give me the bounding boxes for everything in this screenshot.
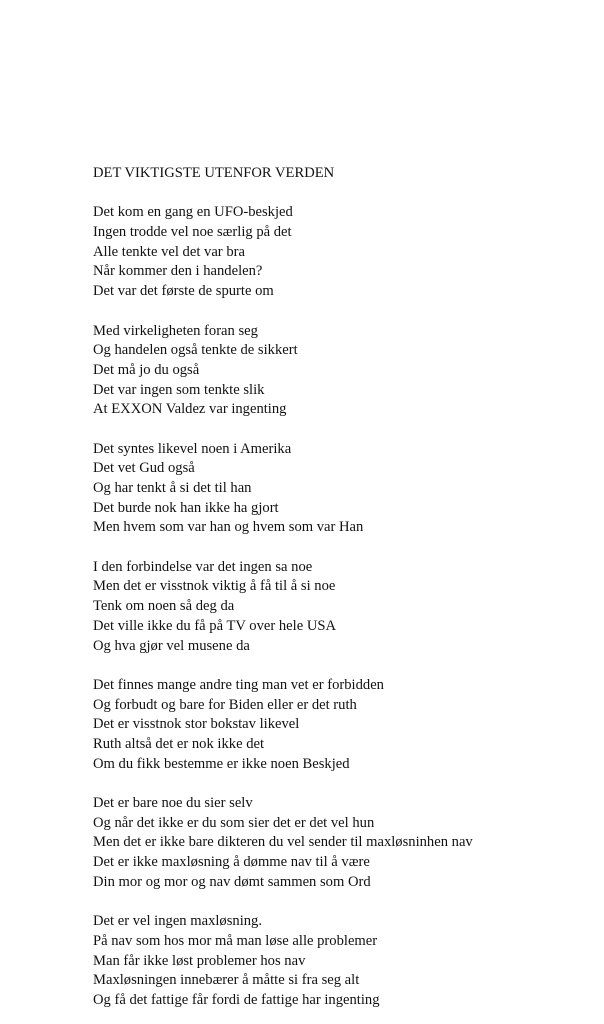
poem-line: Det burde nok han ikke ha gjort: [93, 499, 279, 516]
poem-line: Man får ikke løst problemer hos nav: [93, 952, 306, 969]
poem-line: Det ville ikke du få på TV over hele USA: [93, 617, 337, 634]
poem-line: I den forbindelse var det ingen sa noe: [93, 558, 313, 575]
poem-line: Og når det ikke er du som sier det er det vel hun: [93, 814, 375, 831]
stanza-3: [93, 440, 593, 538]
poem-line: Din mor og mor og nav dømt sammen som Ord: [93, 873, 371, 890]
poem-document: [93, 164, 593, 1011]
poem-line: At EXXON Valdez var ingenting: [93, 401, 287, 418]
poem-line: Det var det første de spurte om: [93, 283, 274, 300]
poem-line: Det er bare noe du sier selv: [93, 795, 253, 811]
poem-line: Ruth altså det er nok ikke det: [93, 735, 265, 752]
poem-line: Og forbudt og bare for Biden eller er det ruth: [93, 696, 357, 713]
stanza-6: [93, 794, 593, 892]
stanza-2: [93, 322, 593, 420]
poem-line: Og hva gjør vel musene da: [93, 637, 250, 654]
poem-line: Det er ikke maxløsning å dømme nav til å være: [93, 854, 370, 871]
poem-line: Men det er ikke bare dikteren du vel sender til maxløsninhen nav: [93, 834, 473, 851]
poem-line: Det er vel ingen maxløsning.: [93, 913, 263, 930]
poem-line: Det må jo du også: [93, 361, 200, 378]
poem-line: Tenk om noen så deg da: [93, 598, 235, 615]
poem-line: Det finnes mange andre ting man vet er forbidden: [93, 676, 384, 693]
poem-line: Om du fikk bestemme er ikke noen Beskjed: [93, 755, 350, 772]
poem-line: Ingen trodde vel noe særlig på det: [93, 224, 292, 241]
poem-line: Med virkeligheten foran seg: [93, 322, 258, 339]
poem-line: Det var ingen som tenkte slik: [93, 381, 265, 398]
stanza-7: [93, 912, 593, 1010]
poem-line: Men det er visstnok viktig å få til å si noe: [93, 578, 336, 595]
poem-line: Det vet Gud også: [93, 460, 195, 477]
poem-line: Det syntes likevel noen i Amerika: [93, 440, 292, 457]
stanza-5: [93, 676, 593, 774]
stanza-4: [93, 558, 593, 656]
poem-line: På nav som hos mor må man løse alle problemer: [93, 932, 378, 949]
poem-title: DET VIKTIGSTE UTENFOR VERDEN: [93, 165, 335, 181]
poem-line: Maxløsningen innebærer å måtte si fra seg alt: [93, 972, 360, 989]
poem-line: Når kommer den i handelen?: [93, 263, 263, 280]
poem-line: Alle tenkte vel det var bra: [93, 243, 245, 260]
stanza-1: [93, 203, 593, 301]
poem-line: Det er visstnok stor bokstav likevel: [93, 716, 300, 733]
poem-line: Og handelen også tenkte de sikkert: [93, 342, 298, 359]
poem-line: Og har tenkt å si det til han: [93, 480, 252, 496]
poem-line: Og få det fattige får fordi de fattige har ingenting: [93, 991, 380, 1008]
poem-line: Men hvem som var han og hvem som var Han: [93, 519, 364, 536]
poem-line: Det kom en gang en UFO-beskjed: [93, 204, 293, 221]
